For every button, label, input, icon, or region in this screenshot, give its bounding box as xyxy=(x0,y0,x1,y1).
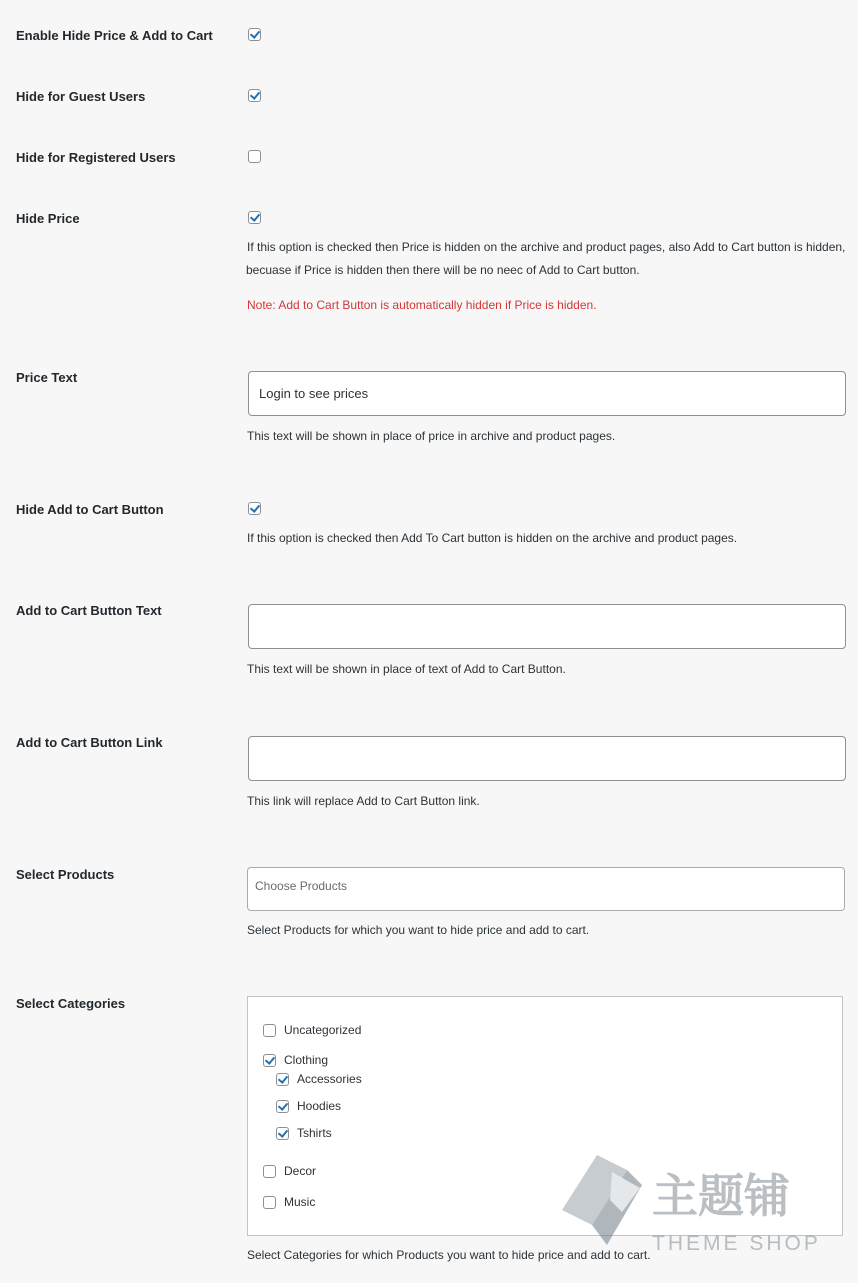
cart-button-link-label: Add to Cart Button Link xyxy=(16,735,163,750)
select-products-label: Select Products xyxy=(16,867,115,882)
hide-cart-button-label: Hide Add to Cart Button xyxy=(16,502,164,517)
hide-cart-button-checkbox[interactable] xyxy=(248,502,261,515)
category-label: Music xyxy=(284,1195,316,1209)
cart-button-link-input[interactable] xyxy=(248,736,846,781)
select-categories-label: Select Categories xyxy=(16,996,126,1011)
hide-price-label: Hide Price xyxy=(16,211,80,226)
guest-users-checkbox[interactable] xyxy=(248,89,261,102)
category-checkbox[interactable] xyxy=(263,1165,276,1178)
price-text-input[interactable]: Login to see prices xyxy=(248,371,846,416)
price-text-description: This text will be shown in place of price in archive and product pages. xyxy=(247,429,616,443)
hide-price-note: Note: Add to Cart Button is automatically hidden if Price is hidden. xyxy=(247,298,597,312)
select-products-description: Select Products for which you want to hide price and add to cart. xyxy=(247,923,590,937)
category-checkbox[interactable] xyxy=(276,1127,289,1140)
cart-button-text-description: This text will be shown in place of text of Add to Cart Button. xyxy=(247,662,566,676)
category-label: Hoodies xyxy=(297,1099,342,1113)
cart-button-text-label: Add to Cart Button Text xyxy=(16,603,162,618)
category-label: Uncategorized xyxy=(284,1023,362,1037)
hide-price-description-line2: becuase if Price is hidden then there will be no neec of Add to Cart button. xyxy=(246,263,640,277)
registered-users-checkbox[interactable] xyxy=(248,150,261,163)
hide-cart-button-description: If this option is checked then Add To Cart button is hidden on the archive and product pages. xyxy=(247,531,738,545)
category-label: Decor xyxy=(284,1164,317,1178)
enable-hide-label: Enable Hide Price & Add to Cart xyxy=(16,28,213,43)
price-text-label: Price Text xyxy=(16,370,78,385)
category-checkbox[interactable] xyxy=(263,1024,276,1037)
guest-users-label: Hide for Guest Users xyxy=(16,89,146,104)
cart-button-link-description: This link will replace Add to Cart Button link. xyxy=(247,794,480,808)
hide-price-checkbox[interactable] xyxy=(248,211,261,224)
watermark-logo-icon xyxy=(562,1155,642,1245)
category-checkbox[interactable] xyxy=(263,1054,276,1067)
cart-button-text-input[interactable] xyxy=(248,604,846,649)
category-checkbox[interactable] xyxy=(263,1196,276,1209)
enable-hide-checkbox[interactable] xyxy=(248,28,261,41)
category-label: Clothing xyxy=(284,1053,329,1067)
category-checkbox[interactable] xyxy=(276,1073,289,1086)
registered-users-label: Hide for Registered Users xyxy=(16,150,176,165)
category-checkbox[interactable] xyxy=(276,1100,289,1113)
watermark-en-text: THEME SHOP xyxy=(652,1232,821,1255)
select-products-field[interactable]: Choose Products xyxy=(247,867,845,911)
watermark-cn-text: 主题铺 xyxy=(652,1169,790,1223)
hide-price-description-line1: If this option is checked then Price is hidden on the archive and product pages, also Add to Cart button is hidden, xyxy=(247,240,846,254)
category-label: Tshirts xyxy=(297,1126,332,1140)
theme-shop-watermark xyxy=(552,1150,842,1260)
select-categories-description: Select Categories for which Products you want to hide price and add to cart. xyxy=(247,1248,651,1262)
category-label: Accessories xyxy=(297,1072,362,1086)
